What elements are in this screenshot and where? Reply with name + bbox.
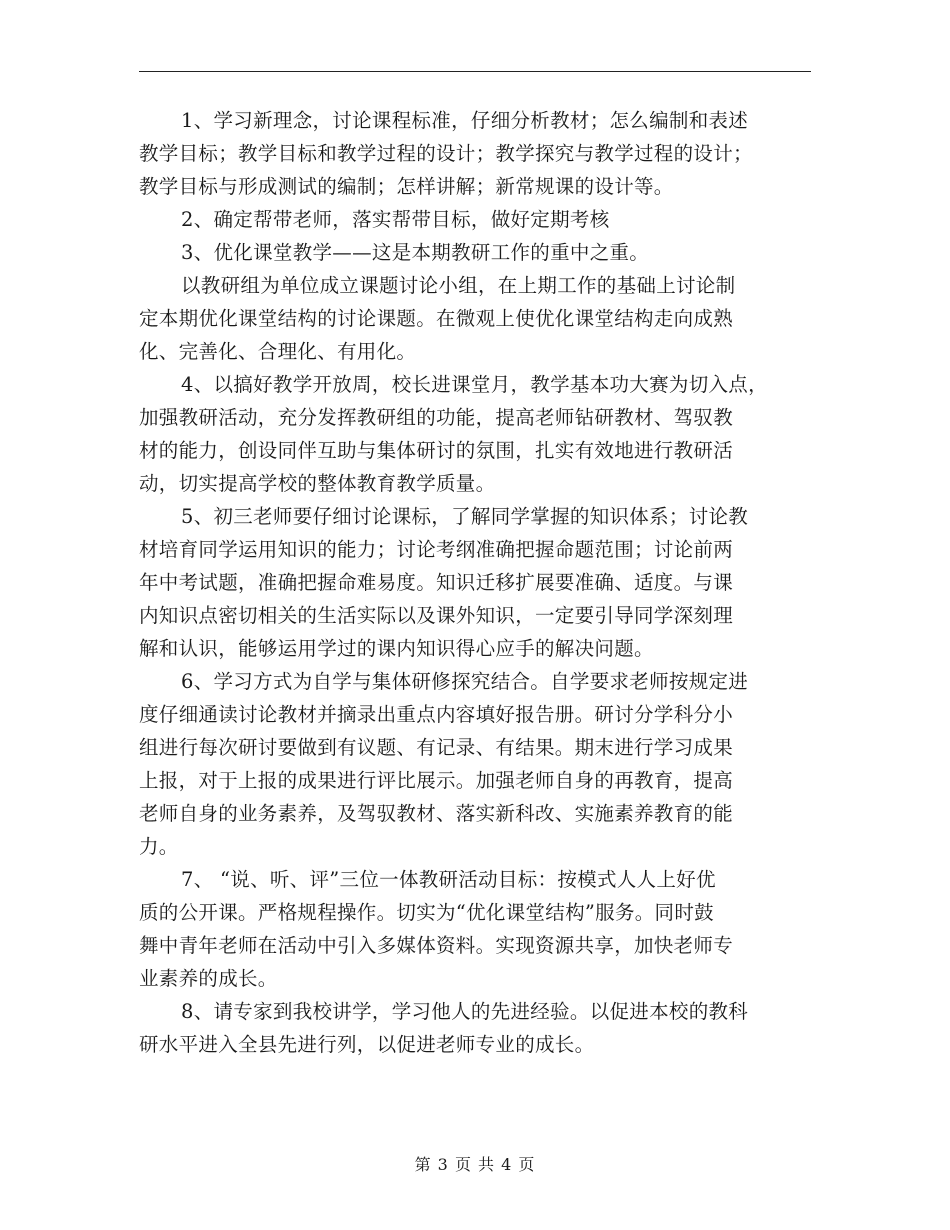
text-line: 业素养的成长。 — [139, 967, 278, 990]
text-line: 4、以搞好教学开放周，校长进课堂月，教学基本功大赛为切入点， — [181, 373, 768, 396]
text-line: 度仔细通读讨论教材并摘录出重点内容填好报告册。研讨分学科分小 — [139, 703, 734, 726]
header-rule — [139, 71, 811, 72]
text-line: 8、请专家到我校讲学，学习他人的先进经验。以促进本校的教科 — [181, 1000, 749, 1023]
text-line: 以教研组为单位成立课题讨论小组，在上期工作的基础上讨论制 — [181, 274, 736, 297]
text-line: 解和认识，能够运用学过的课内知识得心应手的解决问题。 — [139, 637, 654, 660]
text-line: 年中考试题，准确把握命难易度。知识迁移扩展要准确、适度。与课 — [139, 571, 734, 594]
text-line: 化、完善化、合理化、有用化。 — [139, 340, 417, 363]
text-line: 上报，对于上报的成果进行评比展示。加强老师自身的再教育，提高 — [139, 769, 734, 792]
text-line: 内知识点密切相关的生活实际以及课外知识，一定要引导同学深刻理 — [139, 604, 734, 627]
text-line: 6、学习方式为自学与集体研修探究结合。自学要求老师按规定进 — [181, 670, 749, 693]
text-line: 老师自身的业务素养，及驾驭教材、落实新科改、实施素养教育的能 — [139, 802, 734, 825]
text-line: 3、优化课堂教学——这是本期教研工作的重中之重。 — [181, 241, 650, 264]
text-line: 动，切实提高学校的整体教育教学质量。 — [139, 472, 496, 495]
document-body — [139, 104, 811, 1061]
text-line: 2、确定帮带老师，落实帮带目标，做好定期考核 — [181, 208, 610, 231]
text-line: 教学目标；教学目标和教学过程的设计；教学探究与教学过程的设计； — [139, 142, 753, 165]
text-line: 力。 — [139, 835, 179, 858]
page-footer: 第 3 页 共 4 页 — [414, 1155, 536, 1174]
text-line: 定本期优化课堂结构的讨论课题。在微观上使优化课堂结构走向成熟 — [139, 307, 734, 330]
text-line: 材培育同学运用知识的能力；讨论考纲准确把握命题范围；讨论前两 — [139, 538, 734, 561]
text-line: 1、学习新理念，讨论课程标准，仔细分析教材；怎么编制和表述 — [181, 109, 749, 132]
text-line: 7、 “说、听、评”三位一体教研活动目标：按模式人人上好优 — [181, 868, 716, 891]
text-line: 加强教研活动，充分发挥教研组的功能，提高老师钻研教材、驾驭教 — [139, 406, 734, 429]
text-line: 5、初三老师要仔细讨论课标，了解同学掌握的知识体系；讨论教 — [181, 505, 749, 528]
text-line: 教学目标与形成测试的编制；怎样讲解；新常规课的设计等。 — [139, 175, 674, 198]
text-line: 舞中青年老师在活动中引入多媒体资料。实现资源共享，加快老师专 — [139, 934, 734, 957]
text-line: 研水平进入全县先进行列，以促进老师专业的成长。 — [139, 1033, 595, 1056]
text-line: 材的能力，创设同伴互助与集体研讨的氛围，扎实有效地进行教研活 — [139, 439, 734, 462]
text-line: 组进行每次研讨要做到有议题、有记录、有结果。期末进行学习成果 — [139, 736, 734, 759]
text-line: 质的公开课。严格规程操作。切实为“优化课堂结构”服务。同时鼓 — [139, 901, 714, 924]
